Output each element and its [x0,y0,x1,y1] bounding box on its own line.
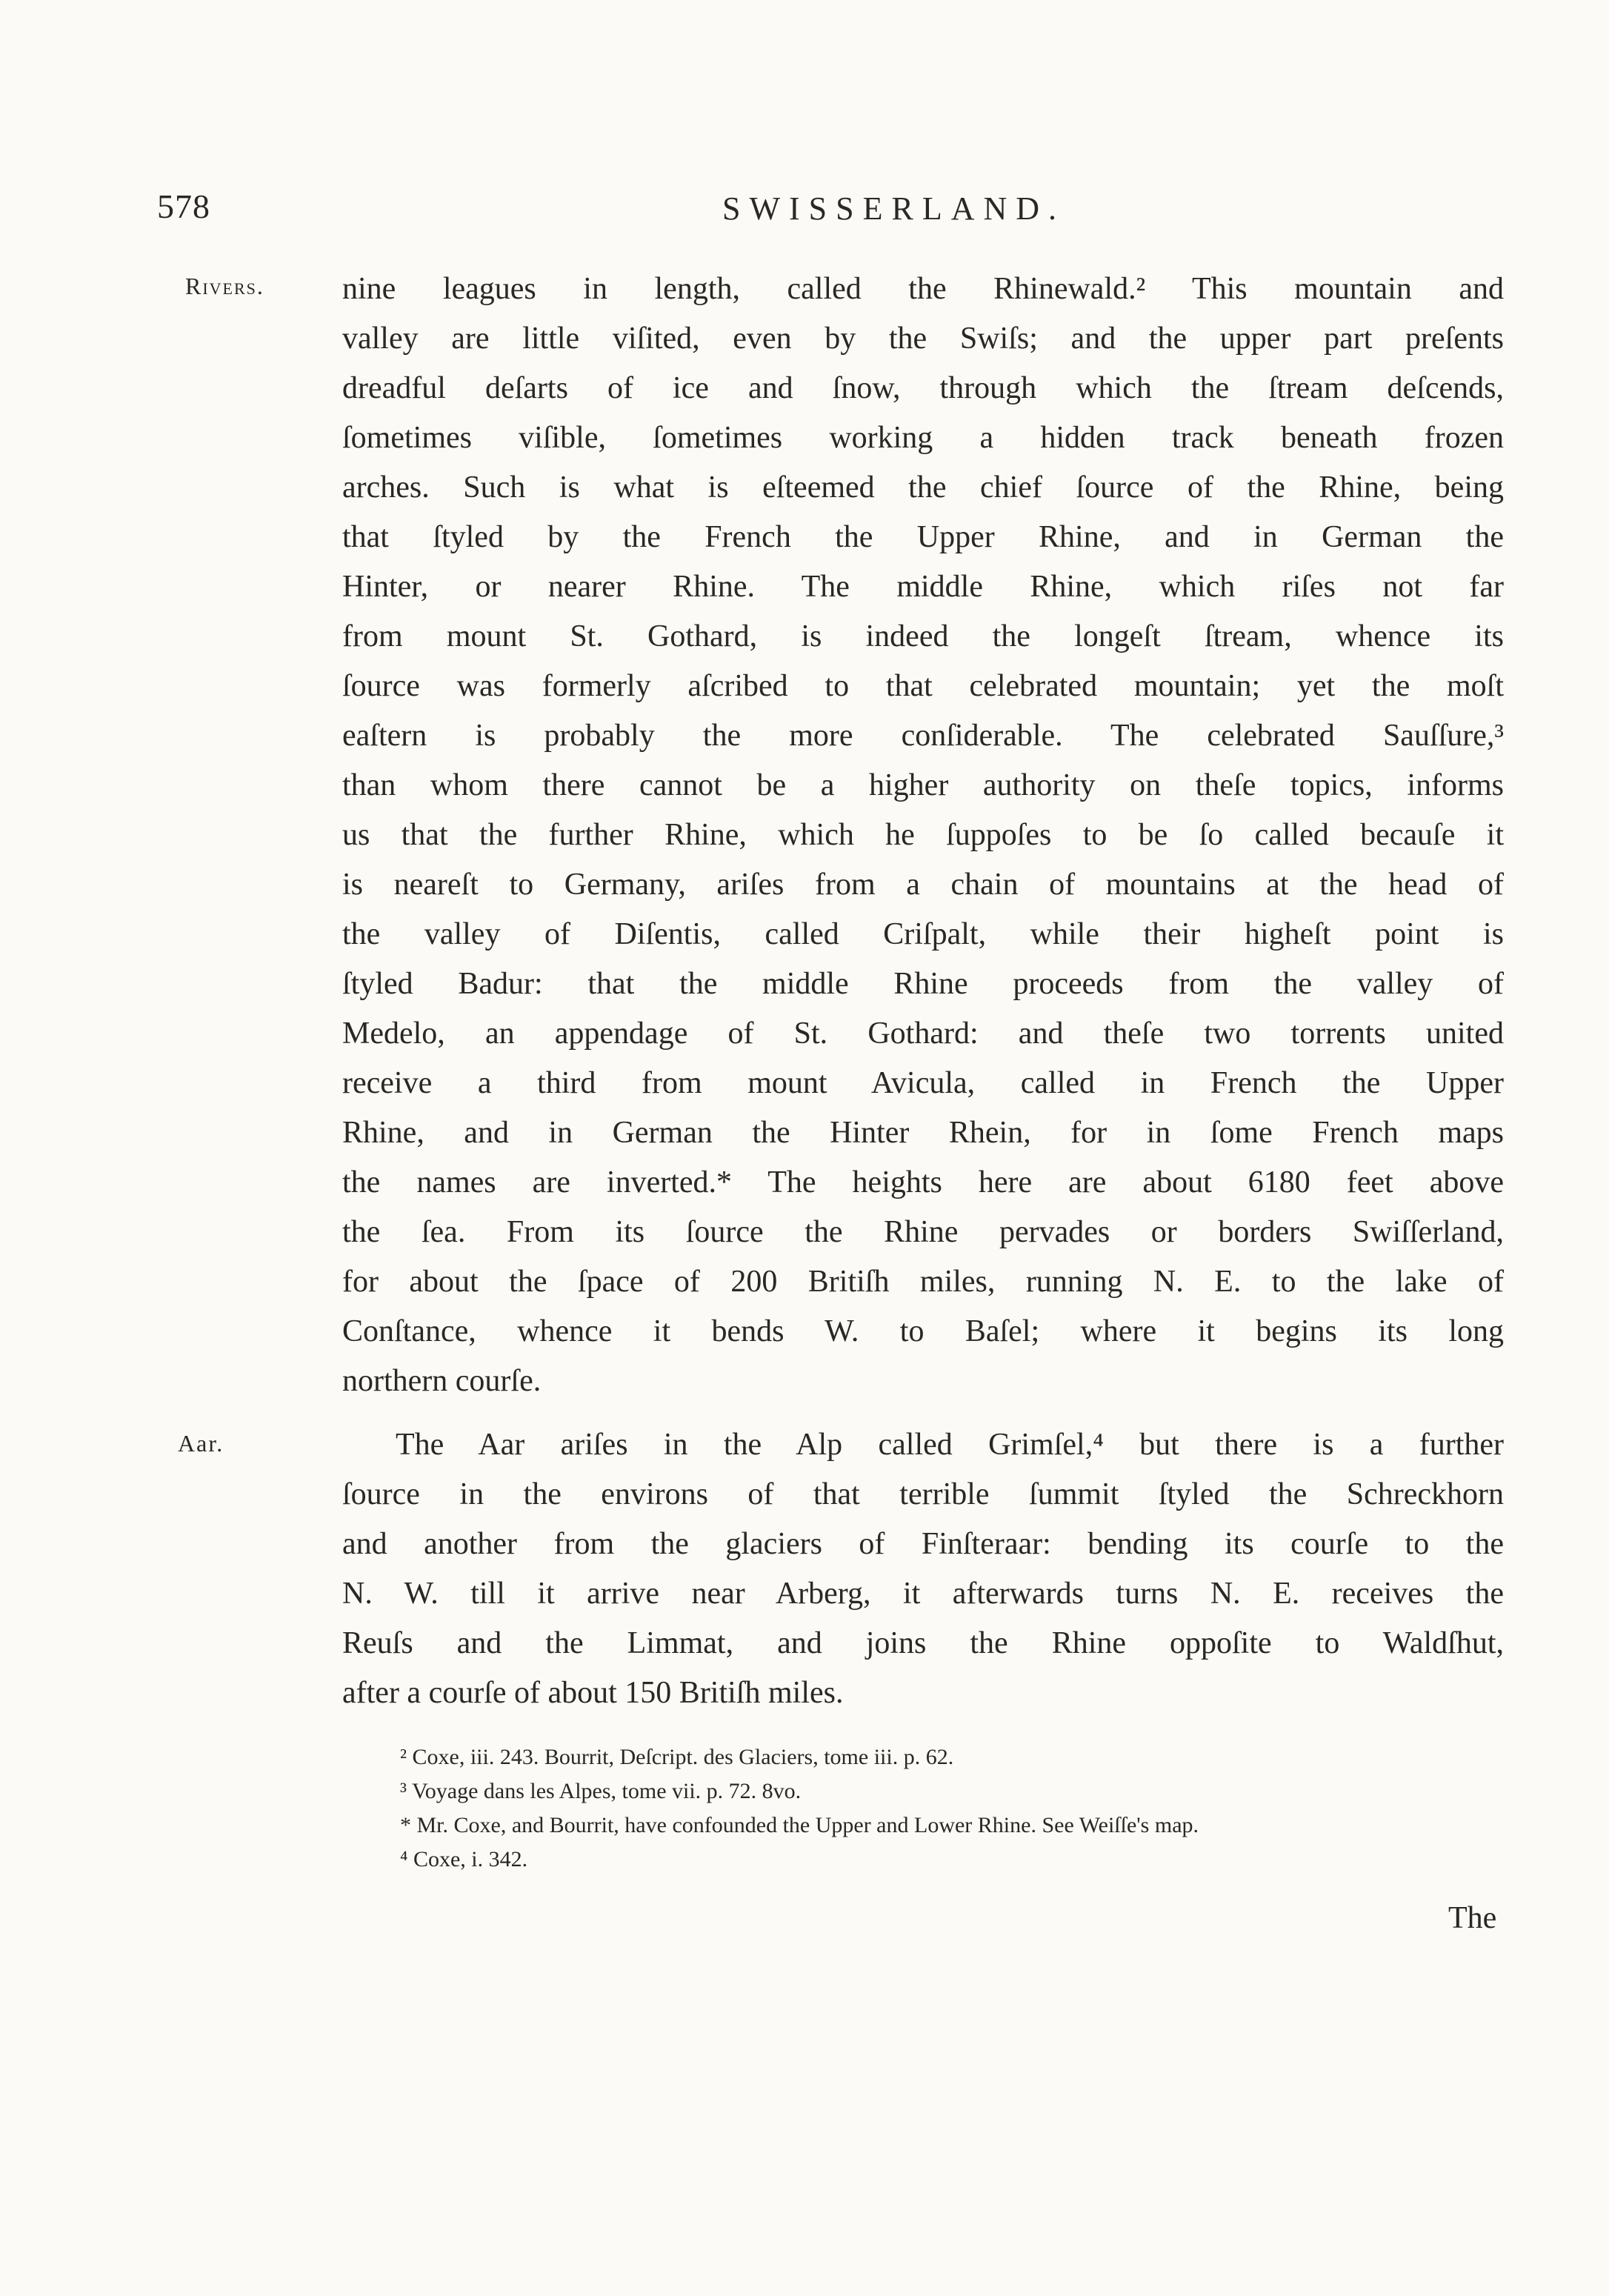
text-line: receive a third from mount Avicula, called in French the Upper [342,1066,1504,1100]
text-line: Reuſs and the Limmat, and joins the Rhine oppoſite to Waldſhut, [342,1626,1504,1660]
text-line: than whom there cannot be a higher authority on theſe topics, informs [342,768,1504,802]
text-line: Hinter, or nearer Rhine. The middle Rhine, which riſes not far [342,570,1504,604]
text-line: that ſtyled by the French the Upper Rhine, and in German the [342,520,1504,554]
footnote: ² Coxe, iii. 243. Bourrit, Deſcript. des Glaciers, tome iii. p. 62. [400,1745,954,1769]
margin-note-rivers: Rivers. [185,273,264,299]
footnote: * Mr. Coxe, and Bourrit, have confounded the Upper and Lower Rhine. See Weiſſe's map. [400,1813,1199,1837]
text-line: from mount St. Gothard, is indeed the longeſt ſtream, whence its [342,619,1504,653]
text-line: the ſea. From its ſource the Rhine pervades or borders Swiſſerland, [342,1215,1504,1249]
text-line: dreadful deſarts of ice and ſnow, through which the ſtream deſcends, [342,371,1504,405]
text-line: is neareſt to Germany, ariſes from a chain of mountains at the head of [342,868,1504,902]
text-line: northern courſe. [342,1364,542,1398]
text-line: arches. Such is what is eſteemed the chief ſource of the Rhine, being [342,470,1504,505]
text-line: and another from the glaciers of Finſteraar: bending its courſe to the [342,1527,1504,1561]
text-line: Medelo, an appendage of St. Gothard: and theſe two torrents united [342,1016,1504,1051]
footnote: ³ Voyage dans les Alpes, tome vii. p. 72. 8vo. [400,1779,802,1803]
text-line: ſource was formerly aſcribed to that celebrated mountain; yet the moſt [342,669,1504,703]
footnote: ⁴ Coxe, i. 342. [400,1847,528,1871]
text-line: ſtyled Badur: that the middle Rhine proceeds from the valley of [342,967,1504,1001]
text-line: after a courſe of about 150 Britiſh miles. [342,1676,844,1710]
text-line: for about the ſpace of 200 Britiſh miles, running N. E. to the lake of [342,1265,1504,1299]
text-line: valley are little viſited, even by the Swiſs; and the upper part preſents [342,322,1504,356]
page-number: 578 [157,187,210,225]
text-line: us that the further Rhine, which he ſuppoſes to be ſo called becauſe it [342,818,1504,852]
text-line: the valley of Diſentis, called Criſpalt, while their higheſt point is [342,917,1504,951]
text-line: ſource in the environs of that terrible ſummit ſtyled the Schreckhorn [342,1477,1504,1511]
text-line: N. W. till it arrive near Arberg, it afterwards turns N. E. receives the [342,1577,1504,1611]
text-line: ſometimes viſible, ſometimes working a hidden track beneath frozen [342,421,1504,455]
running-head: SWISSERLAND. [722,190,1066,227]
catchword: The [1448,1901,1497,1935]
text-line: eaſtern is probably the more conſiderable. The celebrated Sauſſure,³ [342,719,1504,753]
margin-note-aar: Aar. [178,1430,224,1457]
text-line: nine leagues in length, called the Rhinewald.² This mountain and [342,272,1504,306]
text-line: Rhine, and in German the Hinter Rhein, for in ſome French maps [342,1116,1504,1150]
text-line: the names are inverted.* The heights here are about 6180 feet above [342,1165,1504,1199]
text-line: The Aar ariſes in the Alp called Grimſel,⁴ but there is a further [396,1428,1504,1462]
text-line: Conſtance, whence it bends W. to Baſel; where it begins its long [342,1314,1504,1348]
